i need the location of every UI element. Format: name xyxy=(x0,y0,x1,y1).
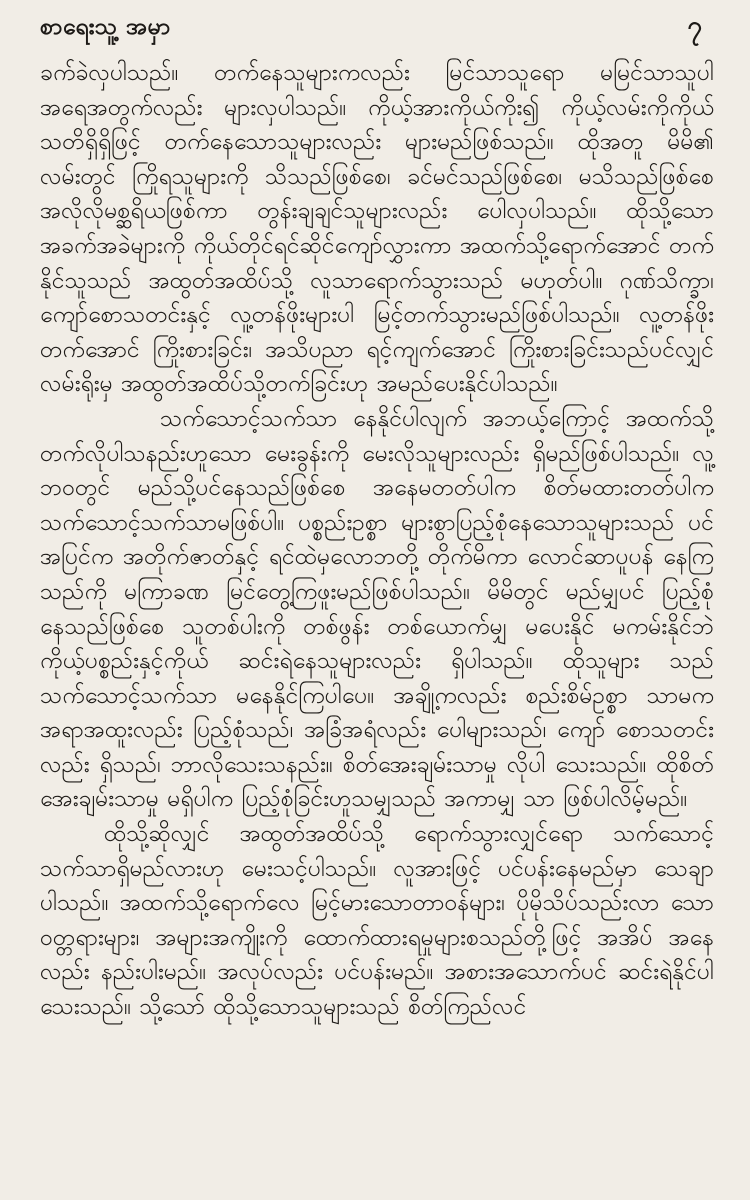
paragraph-1: ခက်ခဲလှပါသည်။ တက်နေသူများကလည်း မြင်သာသူရော မမြင်သာသူပါ အရေအတွက်လည်း များလှပါသည်။ ကိုယ့်အားကိုယ်ကိုး၍ ကိုယ့်လမ်းကိုကိုယ် သတိရှိရှိဖြင့် တက်နေသောသူများလည်း များမည်ဖြစ်သည်။ ထိုအတူ မိမိ၏ လမ်းတွင် ကြိုရသူများကို သိသည်ဖြစ်စေ၊ ခင်မင်သည်ဖြစ်စေ၊ မသိသည်ဖြစ်စေ အလိုလိုမစ္ဆရိယဖြစ်ကာ တွန်းချချင်သူများလည်း ပေါလှပါသည်။ ထိုသို့သော အခက်အခဲများကို ကိုယ်တိုင်ရင်ဆိုင်ကျော်လွှားကာ အထက်သို့ရောက်အောင် တက်နိုင်သူသည် အထွတ်အထိပ်သို့ လူသာရောက်သွားသည် မဟုတ်ပါ။ ဂုဏ်သိက္ခာ၊ ကျော်စောသတင်းနှင့် လူ့တန်ဖိုးများပါ မြင့်တက်သွားမည်ဖြစ်ပါသည်။ လူ့တန်ဖိုးတက်အောင် ကြိုးစားခြင်း၊ အသိပညာ ရင့်ကျက်အောင် ကြိုးစားခြင်းသည်ပင်လျှင် လမ်းရိုးမှ အထွတ်အထိပ်သို့တက်ခြင်းဟု အမည်ပေးနိုင်ပါသည်။ xyxy=(40,60,714,398)
paragraph-2: သက်သောင့်သက်သာ နေနိုင်ပါလျက် အဘယ့်ကြောင့် အထက်သို့ တက်လိုပါသနည်းဟူသော မေးခွန်းကို မေးလိုသူများလည်း ရှိမည်ဖြစ်ပါသည်။ လူ့ဘဝတွင် မည်သို့ပင်နေသည်ဖြစ်စေ အနေမတတ်ပါက စိတ်မထားတတ်ပါက သက်သောင့်သက်သာမဖြစ်ပါ။ ပစ္စည်းဥစ္စာ များစွာပြည့်စုံနေသောသူများသည် ပင် အပြင်က အတိုက်ဇာတ်နှင့် ရင်ထဲမှလောဘတို့ တိုက်မိကာ လောင်ဆာပူပန် နေကြသည်ကို မကြာခဏ မြင်တွေ့ကြဖူးမည်ဖြစ်ပါသည်။ မိမိတွင် မည်မျှပင် ပြည့်စုံနေသည်ဖြစ်စေ သူတစ်ပါးကို တစ်ဖွန်း တစ်ယောက်မျှ မပေးနိုင် မကမ်းနိုင်ဘဲ ကိုယ့်ပစ္စည်းနှင့်ကိုယ် ဆင်းရဲနေသူများလည်း ရှိပါသည်။ ထိုသူများ သည် သက်သောင့်သက်သာ မနေနိုင်ကြပါပေ။ အချို့ကလည်း စည်းစိမ်ဥစ္စာ သာမက အရာအထူးလည်း ပြည့်စုံသည်၊ အခြံအရံလည်း ပေါများသည်၊ ကျော် စောသတင်းလည်း ရှိသည်၊ ဘာလိုသေးသနည်း။ စိတ်အေးချမ်းသာမှု လိုပါ သေးသည်။ ထိုစိတ်အေးချမ်းသာမှု မရှိပါက ပြည့်စုံခြင်းဟူသမျှသည် အကာမျှ သာ ဖြစ်ပါလိမ့်မည်။ xyxy=(40,405,714,813)
running-header xyxy=(40,8,714,52)
page-number: ၇ xyxy=(687,11,702,41)
chapter-title: စာရေးသူ့ အမှာ xyxy=(40,14,171,40)
body-text xyxy=(40,56,714,1025)
paragraph-3: ထိုသို့ဆိုလျှင် အထွတ်အထိပ်သို့ ရောက်သွားလျှင်ရော သက်သောင့် သက်သာရှိမည်လားဟု မေးသင့်ပါသည်။ လူအားဖြင့် ပင်ပန်းနေမည်မှာ သေချာ ပါသည်။ အထက်သို့ရောက်လေ မြင့်မားသောတာဝန်များ၊ ပိုမိုသိပ်သည်းလာ သော ဝတ္တရားများ၊ အများအကျိုးကို ထောက်ထားရမှုများစသည်တို့ဖြင့် အအိပ် အနေလည်း နည်းပါးမည်။ အလုပ်လည်း ပင်ပန်းမည်။ အစားအသောက်ပင် ဆင်းရဲနိုင်ပါသေးသည်။ သို့သော် ထိုသို့သောသူများသည် စိတ်ကြည်လင် xyxy=(40,821,714,1021)
